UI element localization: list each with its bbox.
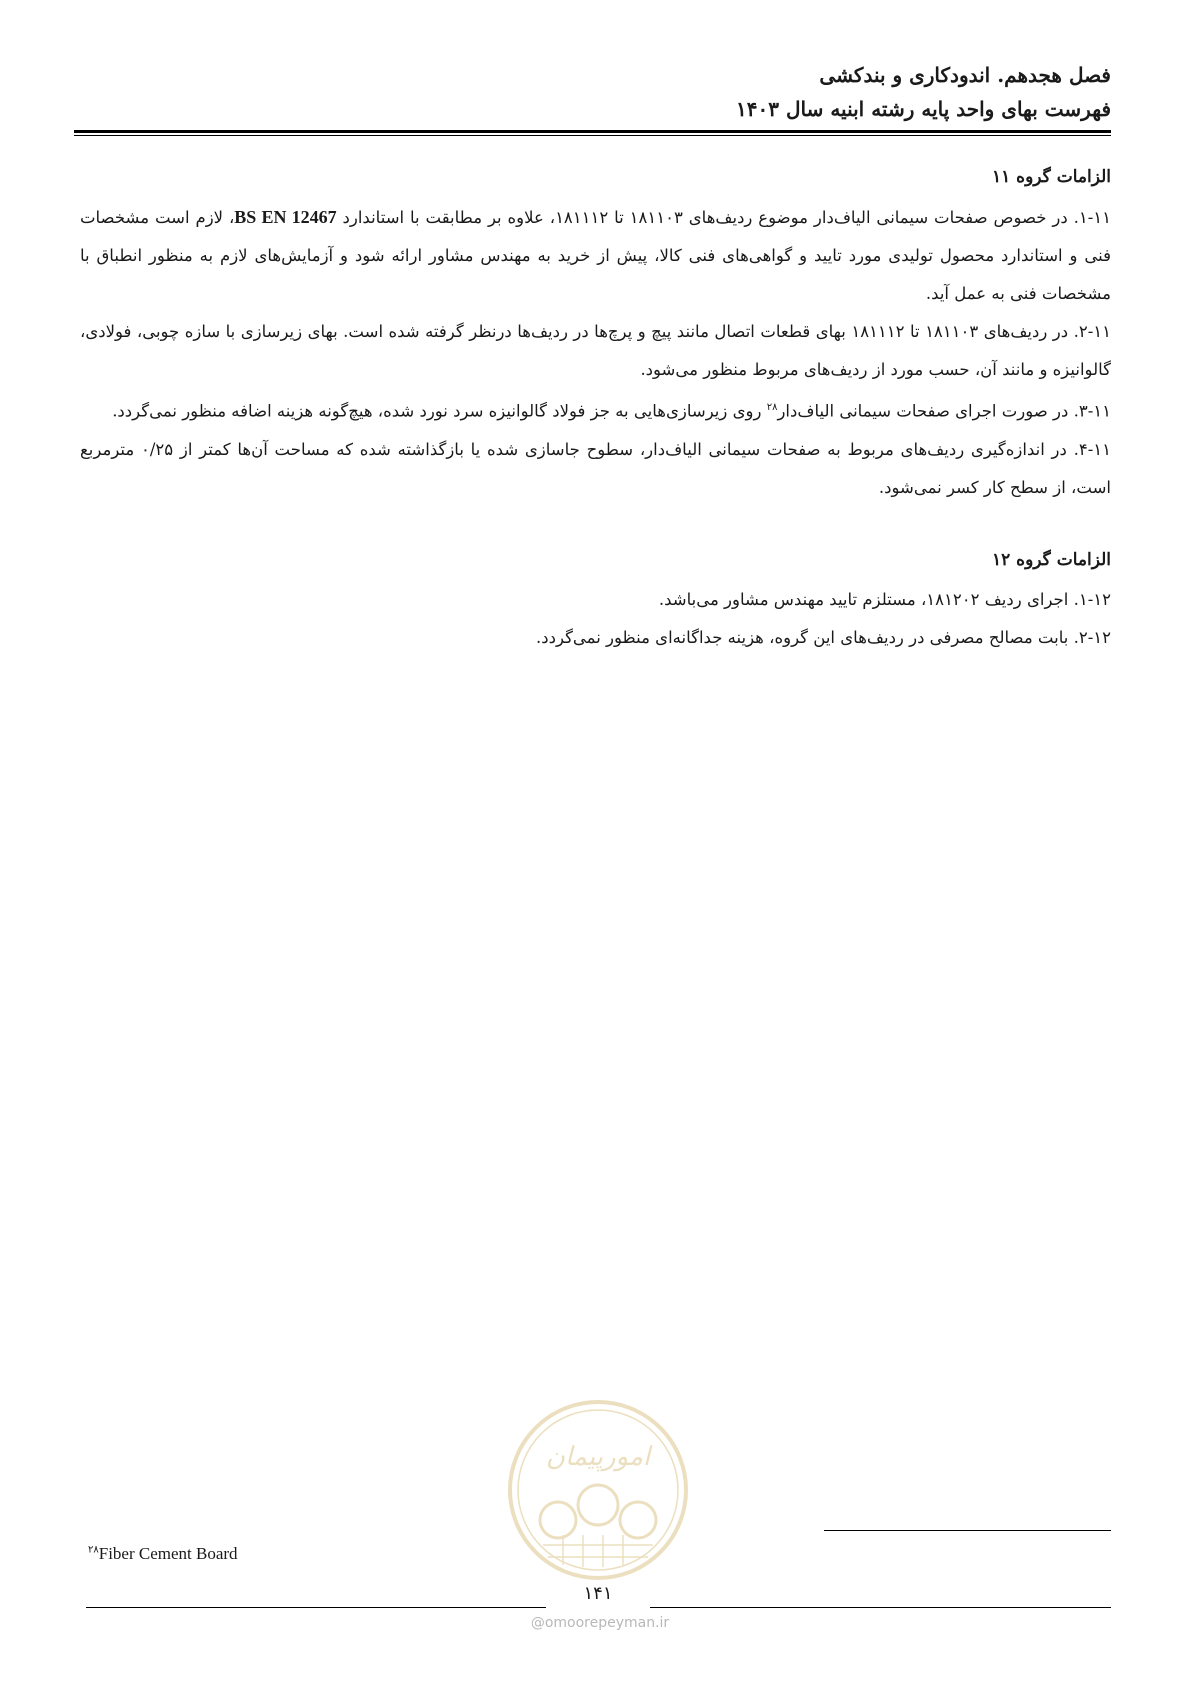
seal-text: امورپیمان	[545, 1442, 651, 1472]
group12-item2: ۲-۱۲. بابت مصالح مصرفی در ردیف‌های این گروه، هزینه جداگانه‌ای منظور نمی‌گردد.	[536, 627, 1111, 647]
footnote	[88, 1544, 238, 1564]
footnote-number: ۲۸	[88, 1544, 99, 1556]
group11-item1-text-b: ، لازم است مشخصات فنی و استاندارد محصول تولیدی مورد تایید و گواهی‌های فنی کالا، پیش از خرید به مهندس مشاور ارائه شود و آزمایش‌های لازم به منظور انطباق با مشخصات فنی به عمل آید.	[80, 208, 1111, 303]
group11-item1-text-a: ۱-۱۱. در خصوص صفحات سیمانی الیاف‌دار موضوع ردیف‌های ۱۸۱۱۰۳ تا ۱۸۱۱۱۲، علاوه بر مطابقت با استاندارد	[342, 208, 1112, 227]
footnote-marker: ۲۸	[766, 402, 778, 413]
group11-item3	[80, 389, 1111, 431]
group11-item4: ۴-۱۱. در اندازه‌گیری ردیف‌های مربوط به صفحات سیمانی الیاف‌دار، سطوح جاسازی شده یا بازگذاشته شده که مساحت آن‌ها کمتر از ۰/۲۵ مترمربع است، از سطح کار کسر نمی‌شود.	[80, 439, 1111, 497]
section-gap	[80, 507, 1111, 545]
group11-item1	[80, 198, 1111, 313]
group11-item3-text-b: روی زیرسازی‌هایی به جز فولاد گالوانیزه سرد نورد شده، هیچ‌گونه هزینه اضافه منظور نمی‌گردد.	[112, 401, 767, 421]
chapter-title: فصل هجدهم. اندودکاری و بندکشی	[819, 63, 1111, 87]
group12-item1: ۱-۱۲. اجرای ردیف ۱۸۱۲۰۲، مستلزم تایید مهندس مشاور می‌باشد.	[658, 589, 1111, 609]
watermark-site: @omoorepeyman.ir	[530, 1615, 670, 1631]
main-content	[80, 162, 1111, 657]
header-rule-thin	[74, 135, 1111, 136]
footnote-text: Fiber Cement Board	[98, 1544, 238, 1563]
group12-title: الزامات گروه ۱۲	[992, 549, 1111, 570]
group11-item2: ۲-۱۱. در ردیف‌های ۱۸۱۱۰۳ تا ۱۸۱۱۱۲ بهای قطعات اتصال مانند پیچ و پرچ‌ها در ردیف‌ها درنظر گرفته شده است. بهای زیرسازی با سازه چوبی، فولادی، گالوانیزه و مانند آن، حسب مورد از ردیف‌های مربوط منظور می‌شود.	[80, 322, 1111, 379]
header-rule-thick	[74, 130, 1111, 133]
list-title: فهرست بهای واحد پایه رشته ابنیه سال ۱۴۰۳	[736, 97, 1111, 121]
group11-title: الزامات گروه ۱۱	[992, 167, 1111, 187]
page-header	[80, 58, 1111, 126]
standard-code: BS EN 12467	[234, 207, 337, 227]
footnote-rule	[824, 1530, 1111, 1531]
group11-item3-text-a: ۳-۱۱. در صورت اجرای صفحات سیمانی الیاف‌دار	[777, 401, 1111, 421]
footer-rule-left	[86, 1607, 546, 1608]
page-number: ۱۴۱	[583, 1583, 613, 1604]
seal-watermark-icon	[503, 1395, 693, 1585]
footer-rule-right	[650, 1607, 1111, 1608]
